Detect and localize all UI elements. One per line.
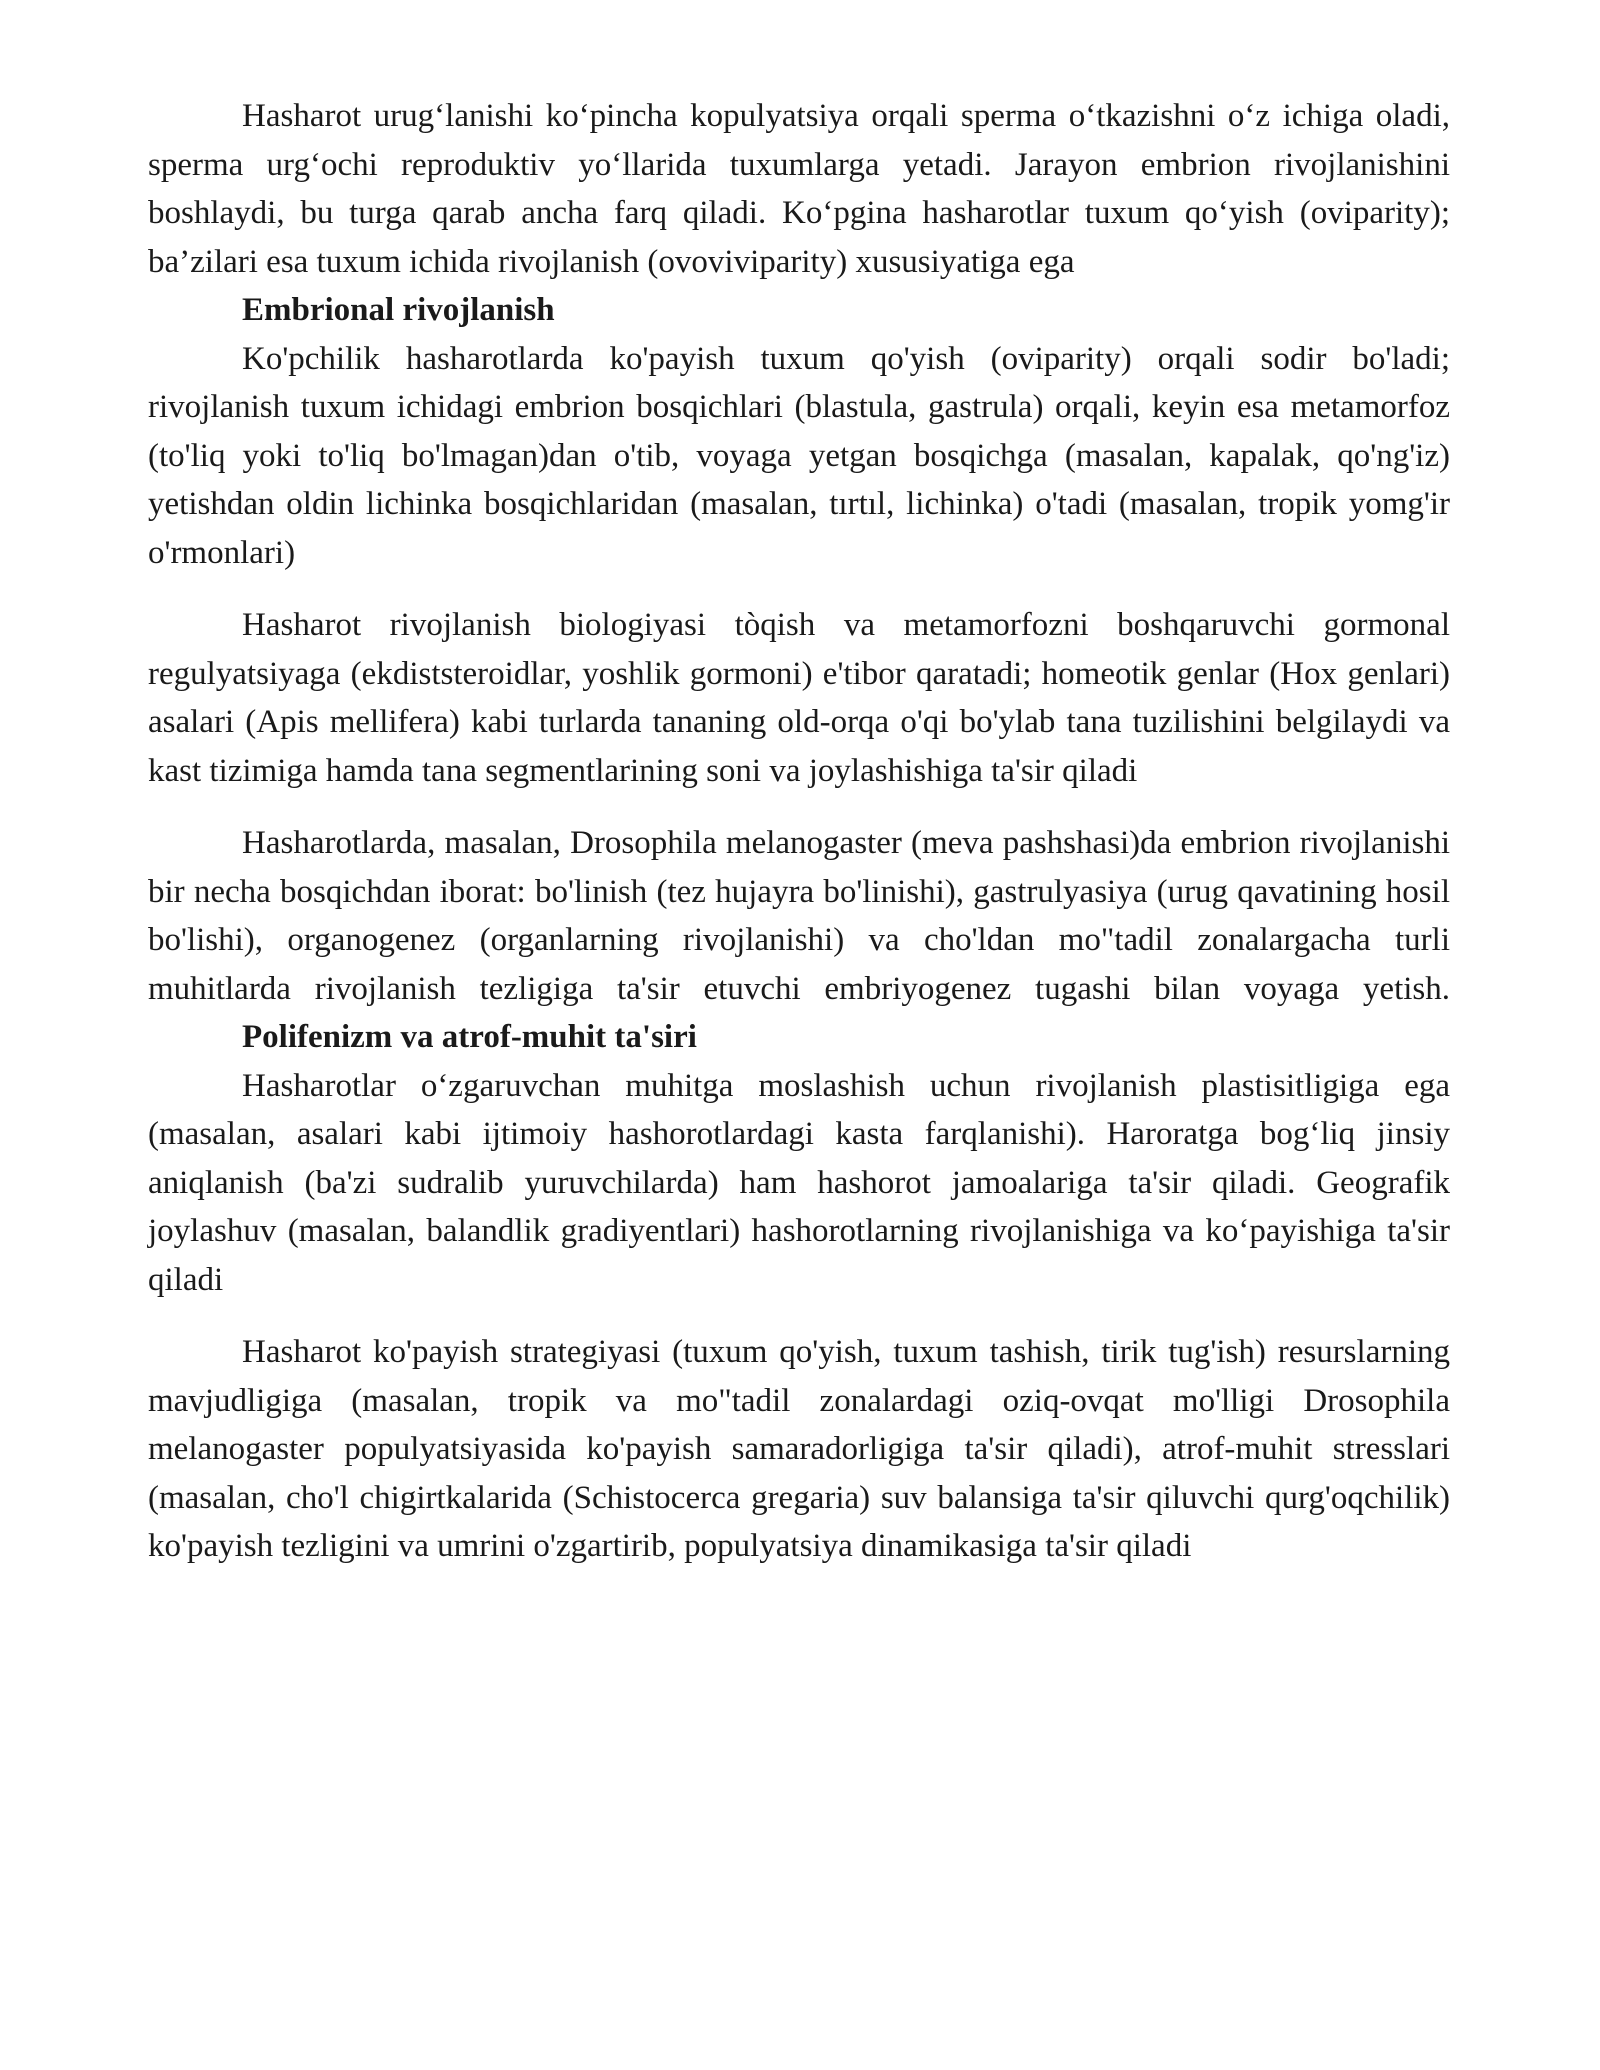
paragraph-drosophila-stages: Hasharotlarda, masalan, Drosophila melanogaster (meva pashshasi)da embrion rivojlanishi bir necha bosqichdan iborat: bo'linish (tez hujayra bo'linishi), gastrulyasiya (urug qavatining hosil bo'lishi), organogenez (organlarning rivojlanishi) va cho'ldan mo"tadil zonalargacha turli muhitlarda rivojlanish tezligiga ta'sir etuvchi embriyogenez tugashi bilan voyaga yetish. — [148, 825, 1450, 1007]
document-page — [148, 92, 1450, 1571]
paragraph-plasticity: Hasharotlar o‘zgaruvchan muhitga moslashish uchun rivojlanish plastisitligiga ega (masalan, asalari kabi ijtimoiy hashorotlardagi kasta farqlanishi). Haroratga bog‘liq jinsiy aniqlanish (ba'zi sudralib yuruvchilarda) ham hashorot jamoalariga ta'sir qiladi. Geografik joylashuv (masalan, balandlik gradiyentlari) hashorotlarning rivojlanishiga va ko‘payishiga ta'sir qiladi — [148, 1067, 1450, 1298]
paragraph-reproduction-strategy: Hasharot ko'payish strategiyasi (tuxum qo'yish, tuxum tashish, tirik tug'ish) resurslarning mavjudligiga (masalan, tropik va mo"tadil zonalardagi oziq-ovqat mo'lligi Drosophila melanogaster populyatsiyasida ko'payish samaradorligiga ta'sir qiladi), atrof-muhit stresslari (masalan, cho'l chigirtkalarida (Schistocerca gregaria) suv balansiga ta'sir qiluvchi qurg'oqchilik) ko'payish tezligini va umrini o'zgartirib, populyatsiya dinamikasiga ta'sir qiladi — [148, 1334, 1450, 1564]
paragraph-oviparity-metamorphosis: Ko'pchilik hasharotlarda ko'payish tuxum qo'yish (oviparity) orqali sodir bo'ladi; rivojlanish tuxum ichidagi embrion bosqichlari (blastula, gastrula) orqali, keyin esa metamorfoz (to'liq yoki to'liq bo'lmagan)dan o'tib, voyaga yetgan bosqichga (masalan, kapalak, qo'ng'iz) yetishdan oldin lichinka bosqichlaridan (masalan, tırtıl, lichinka) o'tadi (masalan, tropik yomg'ir o'rmonlari) — [148, 340, 1450, 571]
heading-embryonic-development: Embrional rivojlanish — [242, 292, 555, 328]
paragraph-fertilization: Hasharot urug‘lanishi ko‘pincha kopulyatsiya orqali sperma o‘tkazishni o‘z ichiga oladi, sperma urg‘ochi reproduktiv yo‘llarida tuxumlarga yetadi. Jarayon embrion rivojlanishini boshlaydi, bu turga qarab ancha farq qiladi. Ko‘pgina hasharotlar tuxum qo‘yish (oviparity); ba’zilari esa tuxum ichida rivojlanish (ovoviviparity) xususiyatiga ega — [148, 98, 1450, 280]
paragraph-hormonal-regulation: Hasharot rivojlanish biologiyasi tòqish va metamorfozni boshqaruvchi gormonal regulyatsiyaga (ekdiststeroidlar, yoshlik gormoni) e'tibor qaratadi; homeotik genlar (Hox genlari) asalari (Apis mellifera) kabi turlarda tananing old-orqa o'qi bo'ylab tana tuzilishini belgilaydi va kast tizimiga hamda tana segmentlarining soni va joylashishiga ta'sir qiladi — [148, 607, 1450, 789]
heading-polyphenism: Polifenizm va atrof-muhit ta'siri — [242, 1019, 697, 1055]
